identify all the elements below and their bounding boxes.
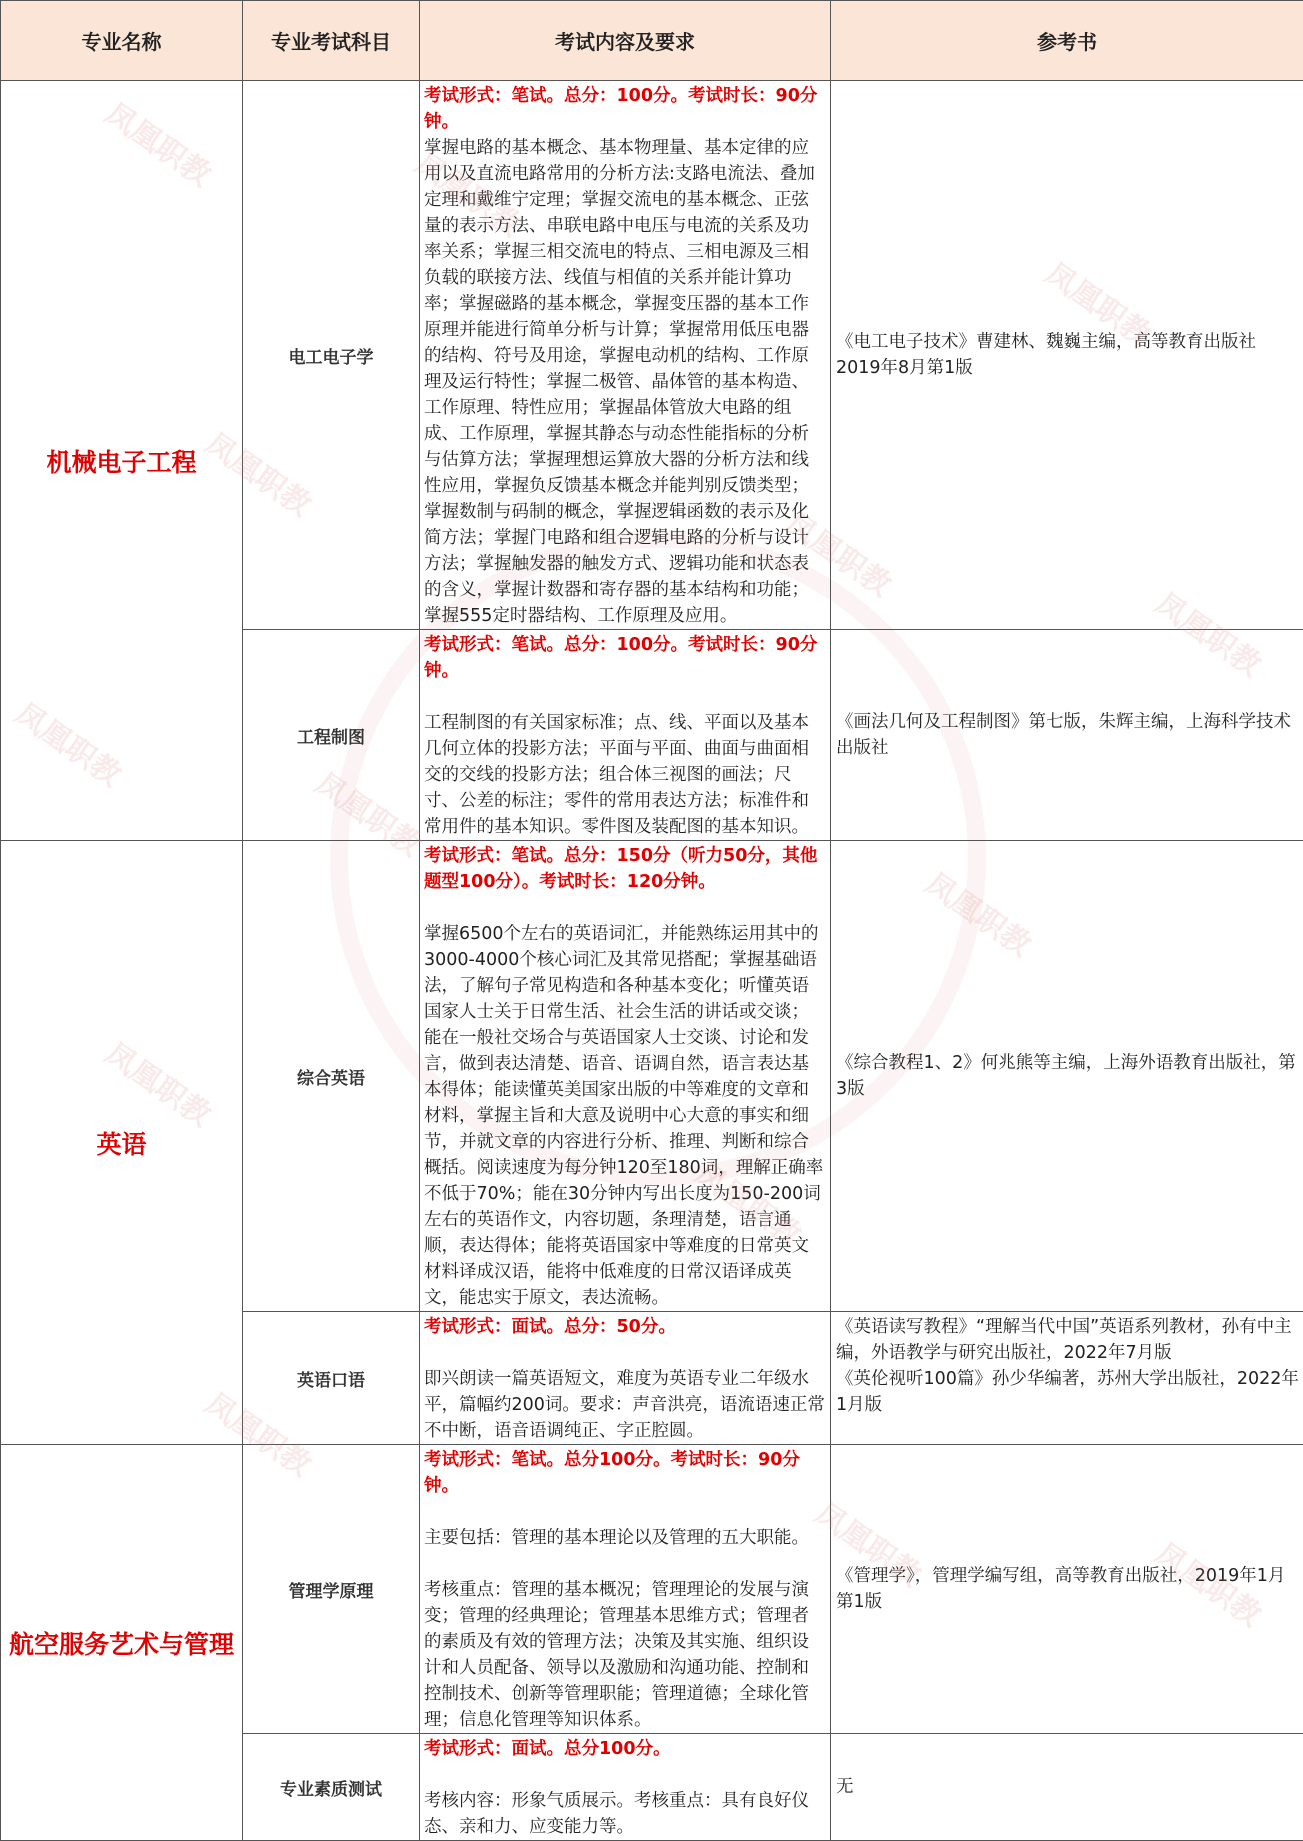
reference-text: 《英语读写教程》“理解当代中国”英语系列教材，孙有中主编，外语教学与研究出版社，2022年7月版 (836, 1314, 1299, 1366)
subject-name: 专业素质测试 (243, 1734, 420, 1841)
exam-content (420, 1445, 831, 1734)
exam-content (420, 1734, 831, 1841)
reference-book (831, 81, 1303, 630)
watermark-text: 凤凰职教 (98, 90, 222, 195)
watermark-text: 凤凰职教 (808, 1490, 932, 1595)
watermark-text: 凤凰职教 (308, 760, 432, 865)
reference-text: 无 (836, 1774, 1299, 1800)
exam-form: 考试形式：面试。总分100分。 (424, 1736, 826, 1762)
content-text: 即兴朗读一篇英语短文，难度为英语专业二年级水平，篇幅约200词。要求：声音洪亮，语流语速正常不中断，语音语调纯正、字正腔圆。 (424, 1366, 826, 1444)
header-row (1, 1, 1303, 81)
watermark-text: 凤凰职教 (1148, 1530, 1272, 1635)
exam-content (420, 630, 831, 841)
header-content: 考试内容及要求 (420, 1, 831, 81)
subject-name: 工程制图 (243, 630, 420, 841)
subject-name: 电工电子学 (243, 81, 420, 630)
watermark-text: 凤凰职教 (8, 690, 132, 795)
exam-content (420, 1312, 831, 1445)
watermark-text: 凤凰职教 (198, 420, 322, 525)
reference-book (831, 630, 1303, 841)
watermark-text: 凤凰职教 (688, 1150, 812, 1255)
watermark-text: 凤凰职教 (778, 500, 902, 605)
header-major: 专业名称 (1, 1, 243, 81)
content-text: 掌握6500个左右的英语词汇，并能熟练运用其中的3000-4000个核心词汇及其常见搭配；掌握基础语法，了解句子常见构造和各种基本变化；听懂英语国家人士关于日常生活、社会生活的讲话或交谈；能在一般社交场合与英语国家人士交谈、讨论和发言，做到表达清楚、语音、语调自然，语言表达基本得体；能读懂英美国家出版的中等难度的文章和材料，掌握主旨和大意及说明中心大意的事实和细节，并就文章的内容进行分析、推理、判断和综合概括。阅读速度为每分钟120至180词，理解正确率不低于70%；能在30分钟内写出长度为150-200词左右的英语作文，内容切题，条理清楚，语言通顺，表达得体；能将英语国家中等难度的日常英文材料译成汉语，能将中低难度的日常汉语译成英文，能忠实于原文，表达流畅。 (424, 921, 826, 1311)
watermark-text: 凤凰职教 (198, 1380, 322, 1485)
subject-name: 管理学原理 (243, 1445, 420, 1734)
content-text: 工程制图的有关国家标准；点、线、平面以及基本几何立体的投影方法；平面与平面、曲面与曲面相交的交线的投影方法；组合体三视图的画法；尺寸、公差的标注；零件的常用表达方法；标准件和常用件的基本知识。零件图及装配图的基本知识。 (424, 710, 826, 840)
major-name: 英语 (1, 841, 243, 1445)
subject-name: 英语口语 (243, 1312, 420, 1445)
exam-form: 考试形式：笔试。总分100分。考试时长：90分钟。 (424, 1447, 826, 1499)
reference-text: 《画法几何及工程制图》第七版，朱辉主编，上海科学技术出版社 (836, 709, 1299, 761)
watermark-text: 凤凰职教 (1148, 580, 1272, 685)
content-text: 掌握电路的基本概念、基本物理量、基本定律的应用以及直流电路常用的分析方法:支路电流法、叠加定理和戴维宁定理；掌握交流电的基本概念、正弦量的表示方法、串联电路中电压与电流的关系及功率关系；掌握三相交流电的特点、三相电源及三相负载的联接方法、线值与相值的关系并能计算功率；掌握磁路的基本概念，掌握变压器的基本工作原理并能进行简单分析与计算；掌握常用低压电器的结构、符号及用途，掌握电动机的结构、工作原理及运行特性；掌握二极管、晶体管的基本构造、工作原理、特性应用；掌握晶体管放大电路的组成、工作原理，掌握其静态与动态性能指标的分析与估算方法；掌握理想运算放大器的分析方法和线性应用，掌握负反馈基本概念并能判别反馈类型；掌握数制与码制的概念，掌握逻辑函数的表示及化简方法；掌握门电路和组合逻辑电路的分析与设计方法；掌握触发器的触发方式、逻辑功能和状态表的含义，掌握计数器和寄存器的基本结构和功能；掌握555定时器结构、工作原理及应用。 (424, 135, 826, 629)
exam-content (420, 841, 831, 1312)
exam-form: 考试形式：笔试。总分：100分。考试时长：90分钟。 (424, 632, 826, 684)
header-reference: 参考书 (831, 1, 1303, 81)
reference-text: 《电工电子技术》曹建林、魏巍主编，高等教育出版社2019年8月第1版 (836, 329, 1299, 381)
reference-book (831, 1445, 1303, 1734)
watermark-text: 凤凰职教 (408, 140, 532, 245)
reference-book (831, 1734, 1303, 1841)
content-text: 考核内容：形象气质展示。考核重点：具有良好仪态、亲和力、应变能力等。 (424, 1788, 826, 1840)
content-text: 主要包括：管理的基本理论以及管理的五大职能。 (424, 1525, 826, 1551)
reference-text: 《英伦视听100篇》孙少华编著，苏州大学出版社，2022年1月版 (836, 1366, 1299, 1418)
exam-form: 考试形式：笔试。总分：100分。考试时长：90分钟。 (424, 83, 826, 135)
table-row (1, 81, 1303, 630)
watermark-text: 凤凰职教 (98, 1030, 222, 1135)
watermark-text: 凤凰职教 (1038, 250, 1162, 355)
table-row (1, 1445, 1303, 1734)
reference-text: 《管理学》，管理学编写组，高等教育出版社，2019年1月第1版 (836, 1563, 1299, 1615)
content-text: 考核重点：管理的基本概况；管理理论的发展与演变；管理的经典理论；管理基本思维方式；管理者的素质及有效的管理方法；决策及其实施、组织设计和人员配备、领导以及激励和沟通功能、控制和控制技术、创新等管理职能；管理道德；全球化管理；信息化管理等知识体系。 (424, 1577, 826, 1733)
major-name: 机械电子工程 (1, 81, 243, 841)
reference-text: 《综合教程1、2》何兆熊等主编，上海外语教育出版社，第3版 (836, 1050, 1299, 1102)
watermark-text: 凤凰职教 (918, 860, 1042, 965)
exam-form: 考试形式：面试。总分：50分。 (424, 1314, 826, 1340)
major-name: 航空服务艺术与管理 (1, 1445, 243, 1841)
header-subject: 专业考试科目 (243, 1, 420, 81)
reference-book (831, 841, 1303, 1312)
subject-name: 综合英语 (243, 841, 420, 1312)
table-row (1, 841, 1303, 1312)
exam-form: 考试形式：笔试。总分：150分（听力50分，其他题型100分）。考试时长：120分钟。 (424, 843, 826, 895)
exam-content (420, 81, 831, 630)
reference-book (831, 1312, 1303, 1445)
